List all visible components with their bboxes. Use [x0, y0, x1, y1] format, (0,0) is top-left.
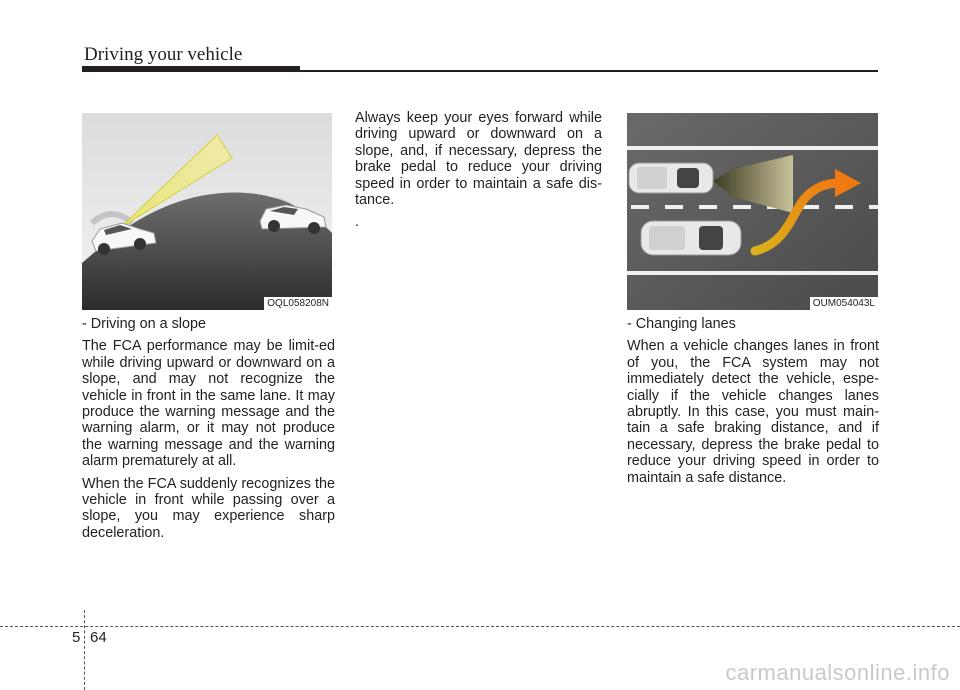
header-rule-thick [82, 66, 300, 72]
left-column [82, 316, 335, 547]
slope-paragraph-2: When the FCA suddenly recognizes the vehicle in front while passing over a slope, you may experience sharp deceleration. [82, 475, 335, 541]
lane-scene-image [627, 113, 878, 310]
figure-code-left: OQL058208N [264, 297, 332, 310]
footer-divider [0, 626, 960, 627]
slope-scene-image [82, 113, 332, 310]
slope-paragraph-1: The FCA performance may be limit-ed while driving upward or downward on a slope, and may not recognize the vehicle in front in the same lane. It may produce the warning message and the warning alarm, or it may not produce the warning message and the warning alarm prematurely at all. [82, 338, 335, 470]
page-header-title: Driving your vehicle [84, 44, 243, 65]
lane-change-illustration [627, 113, 878, 310]
slope-illustration [82, 113, 332, 310]
slope-subheading: - Driving on a slope [82, 316, 206, 332]
lanes-paragraph-1: When a vehicle changes lanes in front of you, the FCA system may not immediately detect the vehicle, espe-cially if the vehicle changes lanes abruptly. In this case, you must main-tain a safe braking distance, and if necessary, depress the brake pedal to reduce your driving speed in order to maintain a safe distance. [627, 338, 879, 486]
middle-column [355, 110, 602, 237]
watermark-text: carmanualsonline.info [725, 660, 950, 685]
figure-code-right: OUM054043L [810, 297, 878, 310]
footer-vertical-divider [84, 610, 85, 690]
header-rule-thin [300, 70, 878, 72]
stray-period: . [355, 214, 359, 231]
front-car-icon [629, 163, 713, 193]
own-car-icon [641, 221, 741, 255]
chapter-number: 5 [72, 629, 81, 646]
lanes-subheading: - Changing lanes [627, 316, 736, 332]
page-number: 64 [90, 629, 107, 646]
right-column [627, 316, 879, 492]
slope-caution-paragraph: Always keep your eyes forward while driving upward or downward on a slope, and, if necessary, depress the brake pedal to reduce your driving speed in order to maintain a safe dis-tance. [355, 110, 602, 209]
